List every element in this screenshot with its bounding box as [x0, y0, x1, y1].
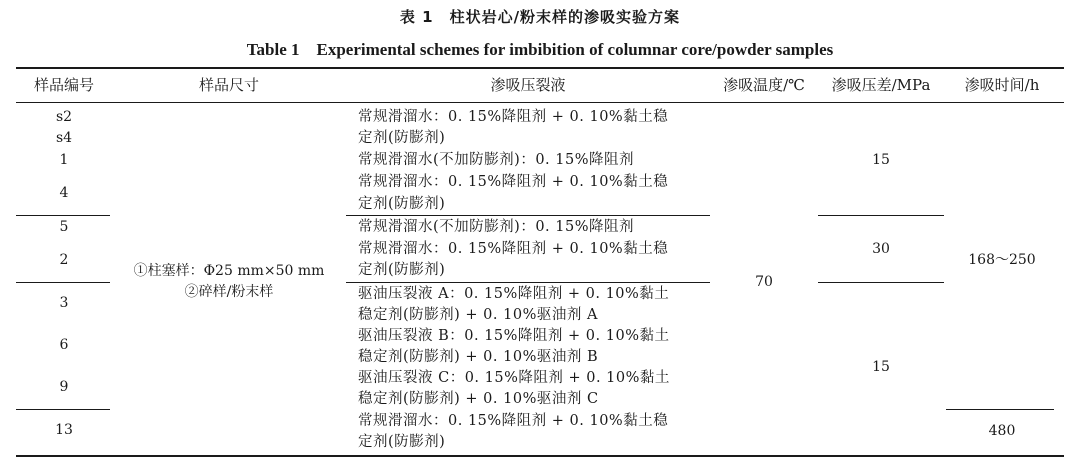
fluid-scheme-line: 常规滑溜水(不加防膨剂)：0. 15%降阻剂 — [358, 219, 634, 235]
sample-id: 2 — [59, 252, 69, 268]
sample-group-rule-3 — [16, 409, 110, 410]
temperature-value: 70 — [755, 274, 773, 290]
sample-size-line-1: ①柱塞样：Φ25 mm×50 mm — [133, 263, 325, 279]
header-pressure: 渗吸压差/MPa — [831, 76, 931, 94]
sample-id: 3 — [59, 295, 69, 311]
sample-id: 1 — [59, 152, 69, 168]
time-group-rule — [946, 409, 1054, 410]
header-sample-size: 样品尺寸 — [198, 76, 259, 94]
sample-id: 9 — [59, 379, 69, 395]
fluid-scheme-line: 驱油压裂液 C：0. 15%降阻剂 + 0. 10%黏土 — [358, 370, 670, 386]
fluid-scheme-line: 常规滑溜水(不加防膨剂)：0. 15%降阻剂 — [358, 152, 634, 168]
pressure-value: 30 — [872, 241, 890, 257]
header-fluid: 渗吸压裂液 — [490, 76, 566, 94]
pressure-value: 15 — [872, 152, 890, 168]
pressure-group-rule-1 — [818, 215, 944, 216]
table-caption-en: Table 1 Experimental schemes for imbibition of columnar core/powder samples — [246, 40, 834, 59]
header-sample-no: 样品编号 — [33, 76, 94, 94]
sample-id: 5 — [59, 219, 69, 235]
pressure-value: 15 — [872, 359, 890, 375]
header-rule — [16, 102, 1064, 103]
fluid-group-rule-1 — [346, 215, 710, 216]
sample-id: s2 — [55, 109, 73, 125]
pressure-group-rule-2 — [818, 282, 944, 283]
fluid-scheme-line: 定剂(防膨剂) — [358, 196, 446, 212]
fluid-scheme-line: 稳定剂(防膨剂) + 0. 10%驱油剂 A — [358, 307, 598, 323]
header-temperature: 渗吸温度/℃ — [723, 76, 805, 94]
sample-id: 6 — [59, 337, 69, 353]
sample-group-rule-1 — [16, 215, 110, 216]
sample-id: 4 — [59, 185, 69, 201]
header-time: 渗吸时间/h — [964, 76, 1040, 94]
table-top-rule — [16, 67, 1064, 69]
fluid-scheme-line: 常规滑溜水：0. 15%降阻剂 + 0. 10%黏土稳 — [358, 413, 669, 429]
fluid-scheme-line: 定剂(防膨剂) — [358, 262, 446, 278]
fluid-scheme-line: 常规滑溜水：0. 15%降阻剂 + 0. 10%黏土稳 — [358, 109, 669, 125]
fluid-scheme-line: 常规滑溜水：0. 15%降阻剂 + 0. 10%黏土稳 — [358, 174, 669, 190]
sample-id: s4 — [55, 130, 73, 146]
fluid-scheme-line: 定剂(防膨剂) — [358, 434, 446, 450]
sample-group-rule-2 — [16, 282, 110, 283]
fluid-scheme-line: 定剂(防膨剂) — [358, 130, 446, 146]
sample-size-line-2: ②碎样/粉末样 — [184, 284, 274, 300]
time-value: 480 — [988, 423, 1016, 439]
fluid-scheme-line: 稳定剂(防膨剂) + 0. 10%驱油剂 B — [358, 349, 599, 365]
fluid-scheme-line: 常规滑溜水：0. 15%降阻剂 + 0. 10%黏土稳 — [358, 241, 669, 257]
fluid-scheme-line: 驱油压裂液 B：0. 15%降阻剂 + 0. 10%黏土 — [358, 328, 670, 344]
fluid-group-rule-2 — [346, 282, 710, 283]
table-caption-cn: 表 1 柱状岩心/粉末样的渗吸实验方案 — [399, 8, 681, 26]
fluid-scheme-line: 驱油压裂液 A：0. 15%降阻剂 + 0. 10%黏土 — [358, 286, 670, 302]
table-bottom-rule — [16, 455, 1064, 457]
sample-id: 13 — [55, 422, 73, 438]
time-value: 168～250 — [968, 252, 1036, 268]
fluid-scheme-line: 稳定剂(防膨剂) + 0. 10%驱油剂 C — [358, 391, 599, 407]
